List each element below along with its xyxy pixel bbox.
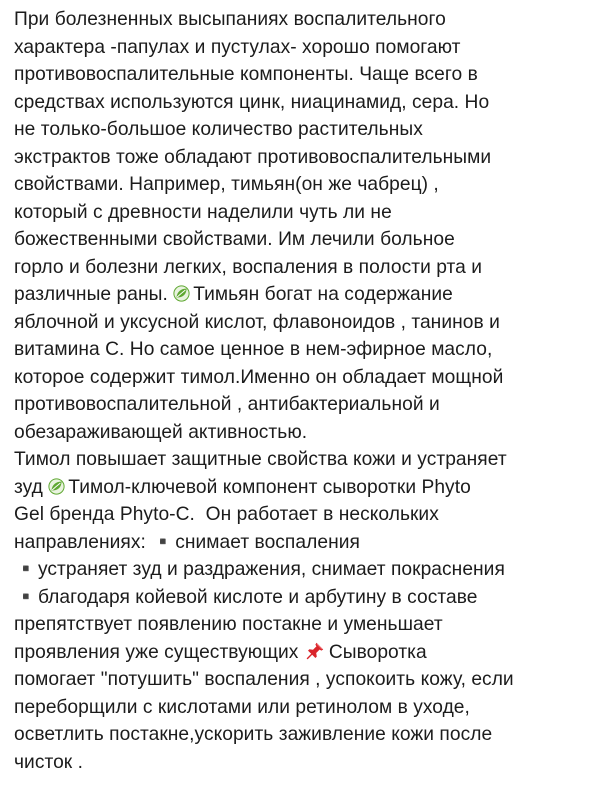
text-line: обезараживающей активностью. (14, 421, 308, 443)
text-line: средствах используются цинк, ниацинамид, сера. Но (14, 91, 490, 113)
text-line: витамина С. Но самое ценное в нем-эфирное масло, (14, 339, 493, 360)
text-line: ▪️устраняет зуд и раздражения, снимает покраснения (14, 559, 505, 580)
text-line: помогает "потушить" воспаления , успокоить кожу, если (14, 669, 514, 690)
text-line: божественными свойствами. Им лечили больное (14, 229, 455, 250)
pushpin-icon (305, 641, 325, 661)
text-line: противовоспалительной , антибактериальной и (14, 394, 440, 415)
text-line: которое содержит тимол.Именно он обладает мощной (14, 366, 504, 388)
text-segment: Сыворотка (328, 641, 427, 663)
text-line: свойствами. Например, тимьян(он же чабрец) , (14, 174, 439, 195)
text-segment: Тимол-ключевой компонент сыворотки Phyto (68, 476, 471, 498)
text-line-with-icon (14, 639, 598, 667)
text-line: не только-большое количество растительных (14, 119, 423, 140)
text-line: ▪️благодаря койевой кислоте и арбутину в составе (14, 586, 478, 608)
text-line: экстрактов тоже обладают противовоспалительными (14, 146, 492, 168)
text-line: Gel бренда Phyto-C. Он работает в нескольких (14, 504, 439, 525)
text-segment: Тимьян богат на содержание (193, 284, 453, 305)
post-body (14, 6, 598, 776)
text-line: При болезненных высыпаниях воспалительного (14, 9, 446, 30)
text-segment: зуд (14, 476, 49, 498)
leaf-icon (48, 476, 65, 493)
text-segment: проявления уже существующих (14, 641, 304, 663)
text-line: характера -папулах и пустулах- хорошо помогают (14, 36, 461, 58)
text-line: направлениях: ▪️снимает воспаления (14, 531, 360, 553)
text-line: который с древности наделили чуть ли не (14, 201, 392, 223)
text-line: противовоспалительные компоненты. Чаще всего в (14, 64, 478, 85)
text-line: осветлить постакне,ускорить заживление кожи после (14, 724, 493, 745)
text-line-with-icon (14, 281, 598, 309)
text-line: горло и болезни легких, воспаления в полости рта и (14, 256, 483, 278)
text-line: Тимол повышает защитные свойства кожи и устраняет (14, 449, 507, 470)
text-line-with-icon (14, 474, 598, 502)
leaf-icon (173, 283, 190, 300)
text-segment: различные раны. (14, 284, 174, 305)
text-line: чисток . (14, 751, 84, 773)
text-line: яблочной и уксусной кислот, флавоноидов , танинов и (14, 311, 500, 333)
text-line: препятствует появлению постакне и уменьшает (14, 614, 443, 635)
text-line: переборщили с кислотами или ретинолом в уходе, (14, 696, 470, 718)
